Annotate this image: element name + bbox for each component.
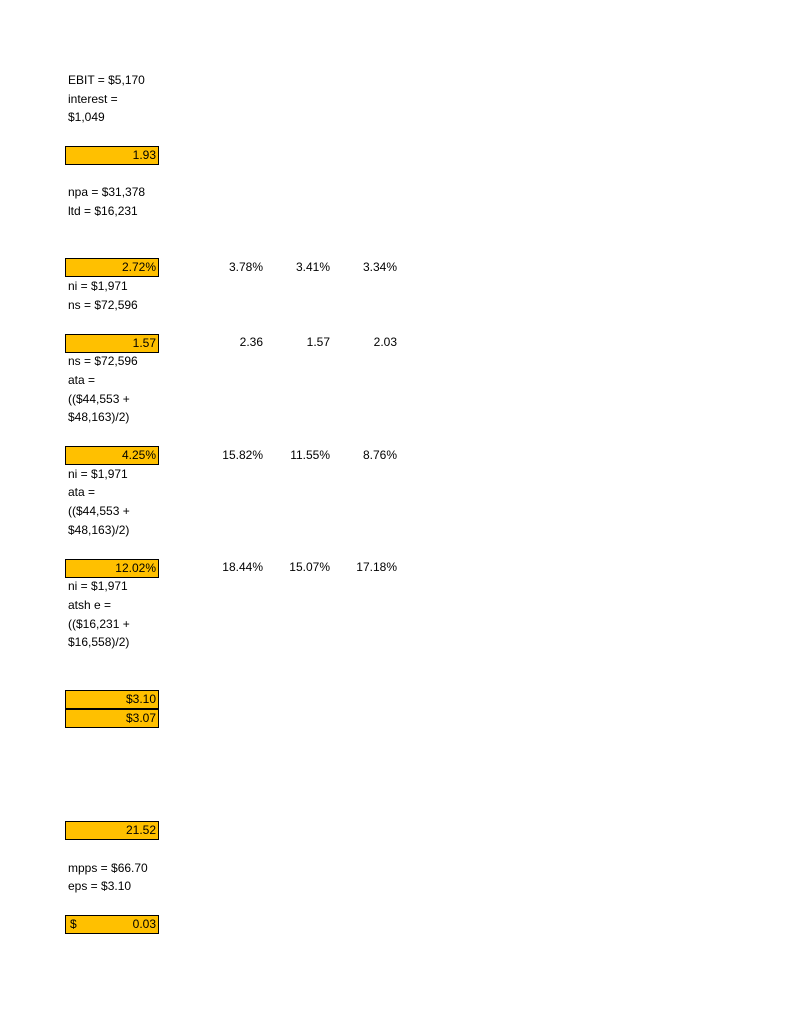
result-cell-diluted-eps[interactable]: $3.07 bbox=[65, 709, 159, 728]
compare-value: 3.34% bbox=[362, 260, 397, 274]
note-ltd: ltd = $16,231 bbox=[68, 204, 138, 218]
note-atshe-label: atsh e = bbox=[68, 598, 112, 612]
note-npa: npa = $31,378 bbox=[68, 185, 146, 199]
note-ns: ns = $72,596 bbox=[68, 298, 138, 312]
note-ata-label: ata = bbox=[68, 485, 96, 499]
note-ata-formula: (($44,553 + bbox=[68, 504, 130, 518]
result-cell-profit-margin[interactable]: 2.72% bbox=[65, 258, 159, 277]
note-ni: ni = $1,971 bbox=[68, 579, 128, 593]
result-cell-times-interest-earned[interactable]: 1.93 bbox=[65, 146, 159, 165]
note-ata-label: ata = bbox=[68, 373, 96, 387]
note-ni: ni = $1,971 bbox=[68, 467, 128, 481]
note-atshe-formula: $16,558)/2) bbox=[68, 635, 130, 649]
result-value: 0.03 bbox=[132, 917, 156, 931]
note-atshe-formula: (($16,231 + bbox=[68, 617, 130, 631]
compare-value: 2.36 bbox=[239, 335, 263, 349]
currency-symbol: $ bbox=[70, 917, 77, 931]
note-eps: eps = $3.10 bbox=[68, 879, 132, 893]
result-cell-eps[interactable]: $3.10 bbox=[65, 690, 159, 709]
note-ata-formula: (($44,553 + bbox=[68, 392, 130, 406]
result-cell-return-on-assets[interactable]: 4.25% bbox=[65, 446, 159, 465]
note-interest-value: $1,049 bbox=[68, 110, 105, 124]
note-ata-formula: $48,163)/2) bbox=[68, 523, 130, 537]
note-ni: ni = $1,971 bbox=[68, 279, 128, 293]
result-cell-return-on-equity[interactable]: 12.02% bbox=[65, 559, 159, 578]
compare-value: 15.82% bbox=[222, 448, 263, 462]
compare-value: 18.44% bbox=[222, 560, 263, 574]
result-cell-asset-turnover[interactable]: 1.57 bbox=[65, 334, 159, 353]
result-cell-pe-ratio[interactable]: 21.52 bbox=[65, 821, 159, 840]
compare-value: 3.41% bbox=[295, 260, 330, 274]
note-mpps: mpps = $66.70 bbox=[68, 861, 148, 875]
compare-value: 2.03 bbox=[373, 335, 397, 349]
compare-value: 1.57 bbox=[306, 335, 330, 349]
compare-value: 3.78% bbox=[228, 260, 263, 274]
compare-value: 11.55% bbox=[290, 448, 330, 462]
note-interest-label: interest = bbox=[68, 92, 118, 106]
note-ns: ns = $72,596 bbox=[68, 354, 138, 368]
compare-value: 15.07% bbox=[289, 560, 330, 574]
note-ebit: EBIT = $5,170 bbox=[68, 73, 145, 87]
note-ata-formula: $48,163)/2) bbox=[68, 410, 130, 424]
compare-value: 17.18% bbox=[356, 560, 397, 574]
result-cell-dividend[interactable] bbox=[65, 915, 159, 934]
compare-value: 8.76% bbox=[362, 448, 397, 462]
